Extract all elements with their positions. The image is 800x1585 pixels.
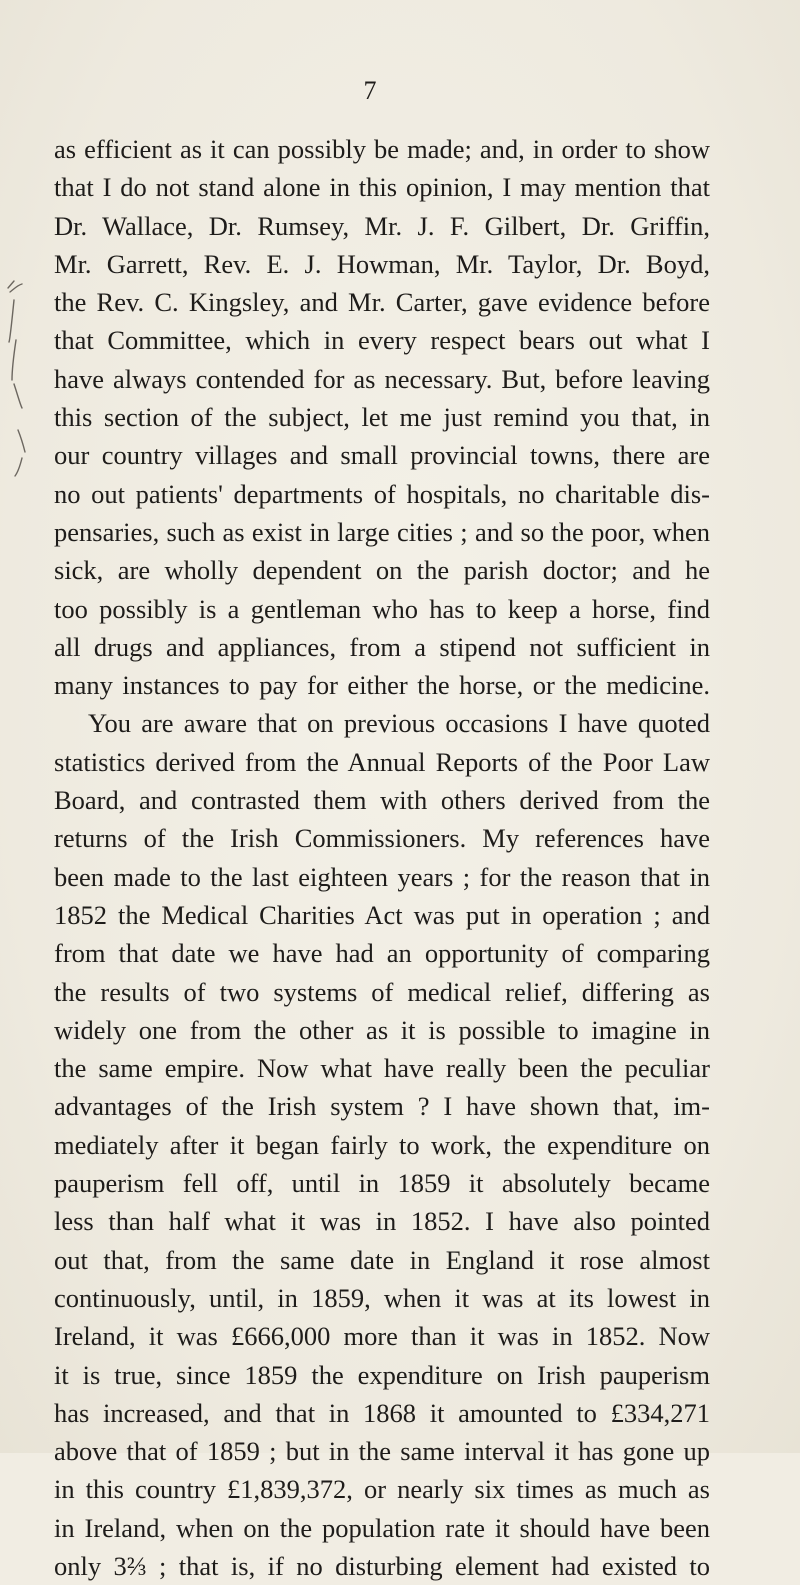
text-line: above that of 1859 ; but in the same interval it has gone up bbox=[54, 1436, 710, 1467]
text-line: Board, and contrasted them with others derived from the bbox=[54, 785, 710, 816]
text-line: have always contended for as necessary. But, before leaving bbox=[54, 363, 710, 394]
text-line: pauperism fell off, until in 1859 it absolutely became bbox=[54, 1168, 710, 1199]
text-line: mediately after it began fairly to work, the expenditure on bbox=[54, 1129, 710, 1160]
text-line: this section of the subject, let me just remind you that, in bbox=[54, 402, 710, 433]
text-line: that I do not stand alone in this opinion, I may mention that bbox=[54, 172, 710, 203]
text-line: pensaries, such as exist in large cities ; and so the poor, when bbox=[54, 516, 710, 547]
text-line: in Ireland, when on the population rate it should have been bbox=[54, 1512, 710, 1543]
text-line: all drugs and appliances, from a stipend not sufficient in bbox=[54, 631, 710, 662]
text-line: 1852 the Medical Charities Act was put in operation ; and bbox=[54, 899, 710, 930]
text-line: no out patients' departments of hospitals, no charitable dis- bbox=[54, 478, 710, 509]
text-line: less than half what it was in 1852. I have also pointed bbox=[54, 1206, 710, 1237]
text-line: Mr. Garrett, Rev. E. J. Howman, Mr. Taylor, Dr. Boyd, bbox=[54, 248, 710, 279]
text-line: out that, from the same date in England it rose almost bbox=[54, 1244, 710, 1275]
text-line: from that date we have had an opportunity of comparing bbox=[54, 938, 710, 969]
text-line: it is true, since 1859 the expenditure on Irish pauperism bbox=[54, 1359, 710, 1390]
paragraph-start-line: You are aware that on previous occasions I have quoted bbox=[88, 708, 710, 739]
margin-pencil-mark bbox=[0, 280, 48, 620]
text-line: Dr. Wallace, Dr. Rumsey, Mr. J. F. Gilbert, Dr. Griffin, bbox=[54, 210, 710, 241]
page-number: 7 bbox=[363, 76, 377, 105]
text-line: in this country £1,839,372, or nearly six times as much as bbox=[54, 1474, 710, 1505]
text-line: widely one from the other as it is possible to imagine in bbox=[54, 1014, 710, 1045]
body-text bbox=[54, 130, 710, 1585]
text-line: that Committee, which in every respect bears out what I bbox=[54, 325, 710, 356]
text-line: many instances to pay for either the horse, or the medicine. bbox=[54, 670, 710, 701]
text-line: too possibly is a gentleman who has to keep a horse, find bbox=[54, 593, 710, 624]
text-line: been made to the last eighteen years ; for the reason that in bbox=[54, 861, 710, 892]
text-line: returns of the Irish Commissioners. My references have bbox=[54, 823, 710, 854]
text-line: sick, are wholly dependent on the parish doctor; and he bbox=[54, 555, 710, 586]
text-line: only 3⅔ ; that is, if no disturbing element had existed to bbox=[54, 1550, 710, 1581]
text-line: Ireland, it was £666,000 more than it was in 1852. Now bbox=[54, 1321, 710, 1352]
text-line: continuously, until, in 1859, when it was at its lowest in bbox=[54, 1282, 710, 1313]
text-line: advantages of the Irish system ? I have shown that, im- bbox=[54, 1091, 710, 1122]
text-line: the results of two systems of medical relief, differing as bbox=[54, 976, 710, 1007]
text-line: the same empire. Now what have really been the peculiar bbox=[54, 1053, 710, 1084]
text-line: has increased, and that in 1868 it amounted to £334,271 bbox=[54, 1397, 710, 1428]
text-line: our country villages and small provincial towns, there are bbox=[54, 440, 710, 471]
text-line: as efficient as it can possibly be made; and, in order to show bbox=[54, 134, 710, 164]
text-line: statistics derived from the Annual Reports of the Poor Law bbox=[54, 746, 710, 777]
text-line: the Rev. C. Kingsley, and Mr. Carter, gave evidence before bbox=[54, 287, 710, 318]
